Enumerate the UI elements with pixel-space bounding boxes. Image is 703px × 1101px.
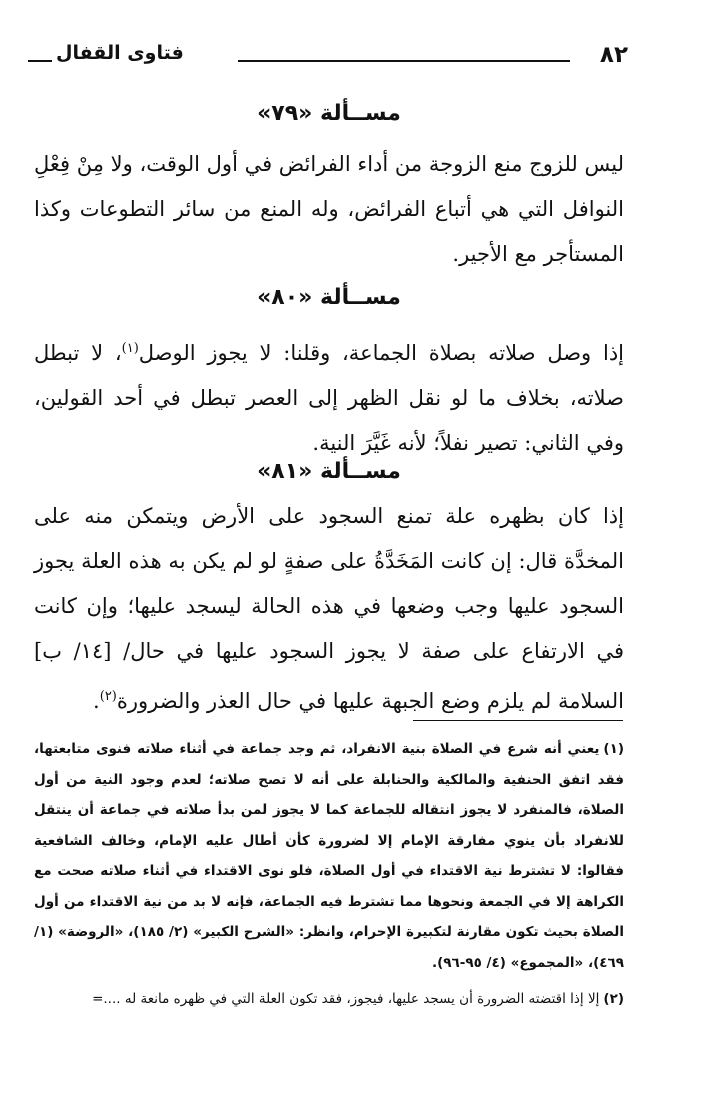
footnote-1	[34, 734, 624, 978]
section-heading: مســألة «٨١»	[257, 459, 401, 484]
section-paragraph	[34, 326, 624, 466]
page-number: ٨٢	[599, 42, 628, 68]
footnote-text: إلا إذا اقتضته الضرورة أن يسجد عليها، فيجوز، فقد تكون العلة التي في ظهره مانعة له ....=	[92, 991, 600, 1007]
book-title: فتاوى القفال	[56, 42, 184, 64]
section-81	[34, 450, 624, 724]
paragraph-text: إذا وصل صلاته بصلاة الجماعة، وقلنا: لا يجوز الوصل	[138, 341, 625, 365]
header-rule	[238, 60, 570, 62]
footnote-2	[34, 984, 624, 1015]
footnote-text: يعني أنه شرع في الصلاة بنية الانفراد، ثم وجد جماعة في أثناء صلاته فنوى متابعتها، فقد اتفق الحنفية والمالكية والحنابلة على أنه لا تصح صلاته؛ لعدم وجود النية من أول الصلاة، فالمنفرد لا يجوز انتقاله للجماعة كما لا يجوز لمن بدأ صلاته في جماعة أن ينتقل للانفراد بأن ينوي مفارقة الإمام إلا لضرورة كأن أطال عليه الإمام، وخالف الشافعية فقالوا: لا تشترط نية الاقتداء في أول الصلاة، فلو نوى الاقتداء في أثناء صلاته صحت مع الكراهة إلا في الجمعة ونحوها مما تشترط فيه الجماعة، فإنه لا بد من نية الاقتداء من أول الصلاة بحيث تكون مقارنة لتكبيرة الإحرام، وانظر: «الشرح الكبير» (٢/ ١٨٥)، «الروضة» (١/ ٤٦٩)، «المجموع» (٤/ ٩٥-٩٦).	[34, 741, 624, 971]
footnotes	[34, 734, 624, 1015]
section-80	[34, 276, 624, 466]
footnote-ref: (١)	[121, 341, 139, 356]
page-header	[28, 34, 628, 74]
section-heading: مســألة «٨٠»	[257, 285, 401, 310]
header-short-rule	[28, 60, 52, 62]
section-paragraph	[34, 494, 624, 724]
footnote-ref: (٢)	[99, 689, 117, 704]
footnote-separator	[413, 720, 623, 721]
section-heading: مســألة «٧٩»	[257, 101, 401, 126]
section-paragraph: ليس للزوج منع الزوجة من أداء الفرائض في أول الوقت، ولا مِنْ فِعْلِ النوافل التي هي أتباع الفرائض، وله المنع من سائر التطوعات وكذا المستأجر مع الأجير.	[34, 152, 624, 266]
section-79	[34, 92, 624, 277]
paragraph-text: .	[93, 689, 100, 713]
footnote-number: (١)	[603, 741, 624, 757]
paragraph-text: إذا كان بظهره علة تمنع السجود على الأرض ويتمكن منه على المخدَّة قال: إن كانت المَخَدَّةُ على صفةٍ لو لم يكن به هذه العلة يجوز السجود عليها وجب وضعها في هذه الحالة ليسجد عليها؛ وإن كانت في الارتفاع على صفة لا يجوز السجود عليها في حال/ [١٤/ ب] السلامة لم يلزم وضع الجبهة عليها في حال العذر والضرورة	[34, 504, 625, 713]
footnote-number: (٢)	[603, 991, 624, 1007]
paragraph-text: ، لا تبطل صلاته، بخلاف ما لو نقل الظهر إلى العصر تبطل في أحد القولين، وفي الثاني: تصير نفلاً؛ لأنه غَيَّرَ النية.	[34, 341, 624, 455]
